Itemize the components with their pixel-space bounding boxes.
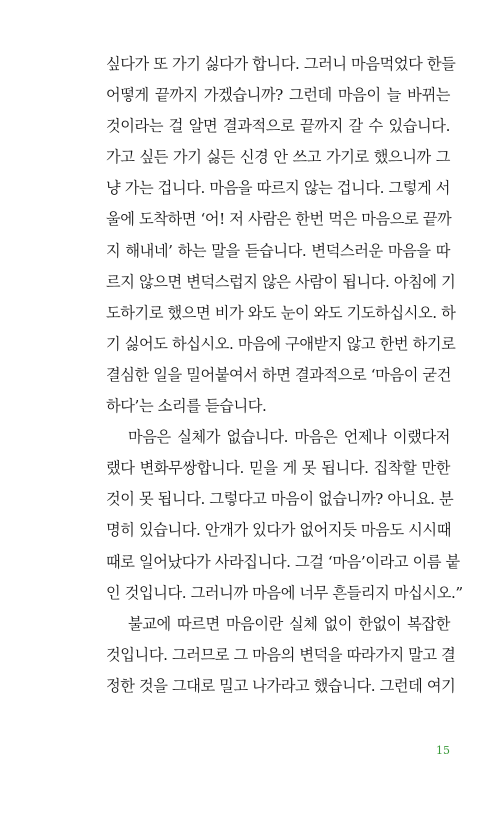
text-line: 것이 못 됩니다. 그렇다고 마음이 없습니까? 아니요. 분	[106, 490, 454, 509]
text-line: 싶다가 또 가기 싫다가 합니다. 그러니 마음먹었다 한들	[106, 55, 456, 73]
text-line: 명히 있습니다. 안개가 있다가 없어지듯 마음도 시시때	[106, 521, 451, 540]
text-line: 르지 않으면 변덕스럽지 않은 사람이 됩니다. 아침에 기	[106, 272, 456, 291]
text-line: 정한 것을 그대로 밀고 나가라고 했습니다. 그런데 여기	[106, 676, 456, 695]
text-line: 어떻게 끝까지 가겠습니까? 그런데 마음이 늘 바뀌는	[106, 86, 450, 105]
text-line: 도하기로 했으면 비가 와도 눈이 와도 기도하십시오. 하	[106, 303, 456, 322]
body-text	[106, 49, 463, 702]
page-number: 15	[436, 744, 450, 757]
text-line: 마음은 실체가 없습니다. 마음은 언제나 이랬다저	[128, 428, 450, 447]
text-line: 결심한 일을 밀어붙여서 하면 결과적으로 ‘마음이 굳건	[106, 365, 451, 384]
text-line: 울에 도착하면 ‘어! 저 사람은 한번 먹은 마음으로 끝까	[106, 210, 452, 229]
text-line: 랬다 변화무쌍합니다. 믿을 게 못 됩니다. 집착할 만한	[106, 459, 450, 478]
text-line: 하다’는 소리를 듣습니다.	[106, 397, 267, 416]
text-line: 가고 싶든 가기 싫든 신경 안 쓰고 가기로 했으니까 그	[106, 148, 450, 167]
text-line: 냥 가는 겁니다. 마음을 따르지 않는 겁니다. 그렇게 서	[106, 179, 450, 198]
text-line: 것이라는 걸 알면 결과적으로 끝까지 갈 수 있습니다.	[106, 117, 450, 136]
text-line: 것입니다. 그러므로 그 마음의 변덕을 따라가지 말고 결	[106, 645, 456, 664]
text-line: 불교에 따르면 마음이란 실체 없이 한없이 복잡한	[128, 614, 450, 633]
text-line: 지 해내네’ 하는 말을 듣습니다. 변덕스러운 마음을 따	[106, 241, 450, 260]
text-line: 인 것입니다. 그러니까 마음에 너무 흔들리지 마십시오.”	[106, 583, 463, 602]
text-line: 때로 일어났다가 사라집니다. 그걸 ‘마음’이라고 이름 붙	[106, 552, 460, 571]
text-line: 기 싫어도 하십시오. 마음에 구애받지 않고 한번 하기로	[106, 334, 456, 353]
